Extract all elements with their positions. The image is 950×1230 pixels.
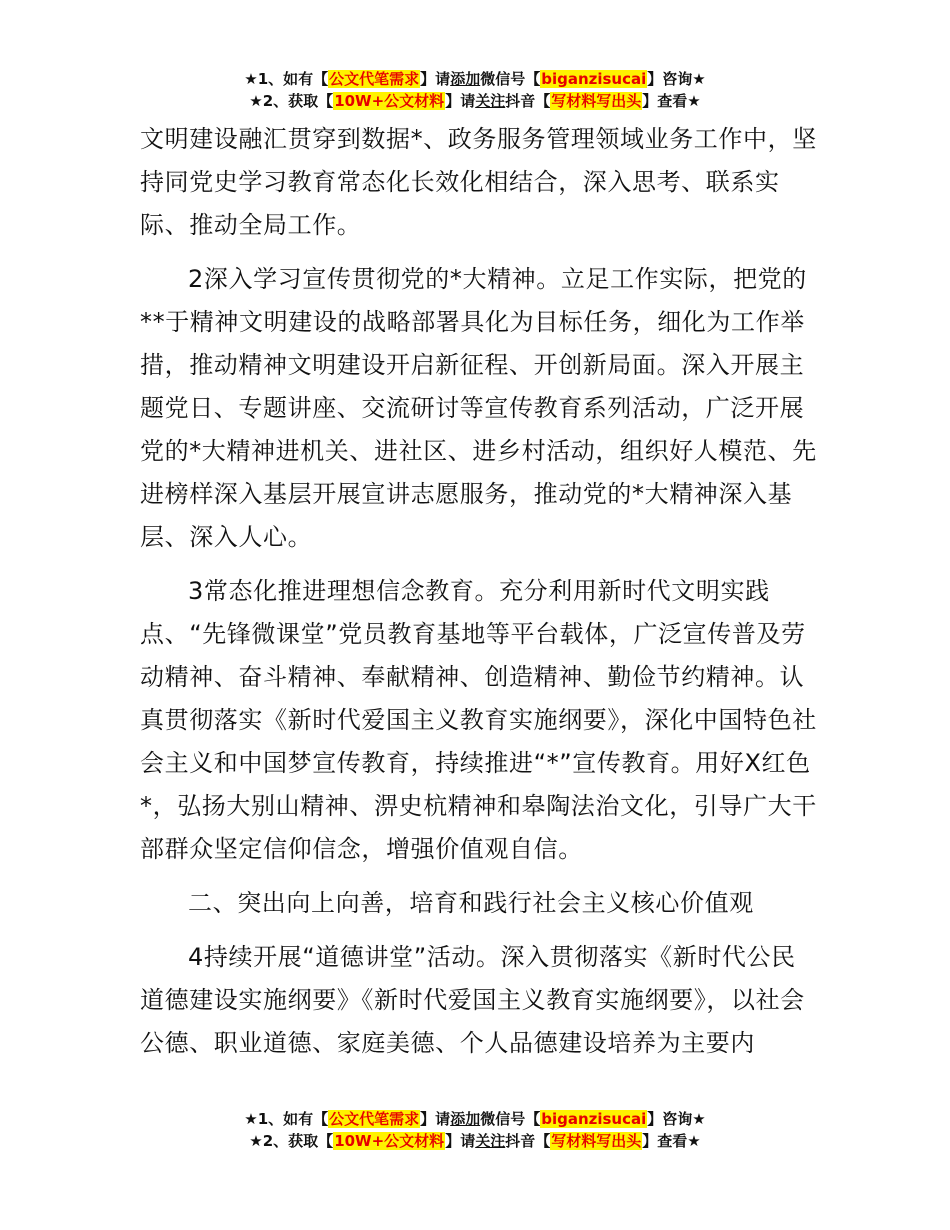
banner-underlined: 关注 <box>475 1132 506 1150</box>
highlight-materials: 10W+公文材料 <box>334 92 445 110</box>
paragraph-item-4: 4持续开展“道德讲堂”活动。深入贯彻落实《新时代公民道德建设实施纲要》《新时代爱国主义教育实施纲要》，以社会公德、职业道德、家庭美德、个人品德建设培养为主要内 <box>140 943 805 1057</box>
banner-text: 】请 <box>445 1132 476 1150</box>
highlight-service: 公文代笔需求 <box>329 70 420 88</box>
paragraph-continuation: 文明建设融汇贯穿到数据*、政务服务管理领域业务工作中，坚持同党史学习教育常态化长效化相结合，深入思考、联系实际、推动全局工作。 <box>140 125 817 239</box>
banner-text: 微信号【 <box>480 1110 541 1128</box>
banner-line-1 <box>0 68 950 90</box>
section-heading-2: 二、突出向上向善，培育和践行社会主义核心价值观 <box>188 889 754 917</box>
banner-underlined: 关注 <box>475 92 506 110</box>
banner-text: ★2、获取【 <box>249 92 334 110</box>
banner-line-1 <box>0 1108 950 1130</box>
highlight-materials: 10W+公文材料 <box>334 1132 445 1150</box>
banner-text: 】请 <box>420 1110 451 1128</box>
banner-text: 】请 <box>420 70 451 88</box>
banner-text: 】咨询★ <box>647 1110 706 1128</box>
header-banner <box>0 68 950 112</box>
banner-underlined: 添加 <box>450 1110 481 1128</box>
banner-text: 】咨询★ <box>647 70 706 88</box>
banner-text: 抖音【 <box>505 92 551 110</box>
banner-underlined: 添加 <box>450 70 481 88</box>
highlight-service: 公文代笔需求 <box>329 1110 420 1128</box>
banner-text: 】查看★ <box>642 1132 701 1150</box>
banner-text: 微信号【 <box>480 70 541 88</box>
banner-text: ★1、如有【 <box>244 1110 329 1128</box>
banner-text: 抖音【 <box>505 1132 551 1150</box>
banner-text: 】请 <box>445 92 476 110</box>
highlight-douyin: 写材料写出头 <box>551 1132 642 1150</box>
highlight-wechat-id: biganzisucai <box>541 70 647 88</box>
banner-text: ★2、获取【 <box>249 1132 334 1150</box>
highlight-wechat-id: biganzisucai <box>541 1110 647 1128</box>
banner-line-2 <box>0 1130 950 1152</box>
footer-banner <box>0 1108 950 1152</box>
paragraph-item-2: 2深入学习宣传贯彻党的*大精神。立足工作实际，把党的**于精神文明建设的战略部署具化为目标任务，细化为工作举措，推动精神文明建设开启新征程、开创新局面。深入开展主题党日、专题讲座、交流研讨等宣传教育系列活动，广泛开展党的*大精神进机关、进社区、进乡村活动，组织好人模范、先进榜样深入基层开展宣讲志愿服务，推动党的*大精神深入基层、深入人心。 <box>140 265 817 551</box>
banner-text: ★1、如有【 <box>244 70 329 88</box>
banner-line-2 <box>0 90 950 112</box>
highlight-douyin: 写材料写出头 <box>551 92 642 110</box>
paragraph-item-3: 3常态化推进理想信念教育。充分利用新时代文明实践点、“先锋微课堂”党员教育基地等平台载体，广泛宣传普及劳动精神、奋斗精神、奉献精神、创造精神、勤俭节约精神。认真贯彻落实《新时代爱国主义教育实施纲要》，深化中国特色社会主义和中国梦宣传教育，持续推进“*”宣传教育。用好X红色*，弘扬大别山精神、淠史杭精神和皋陶法治文化，引导广大干部群众坚定信仰信念，增强价值观自信。 <box>140 577 817 863</box>
banner-text: 】查看★ <box>642 92 701 110</box>
document-body <box>140 118 820 1076</box>
